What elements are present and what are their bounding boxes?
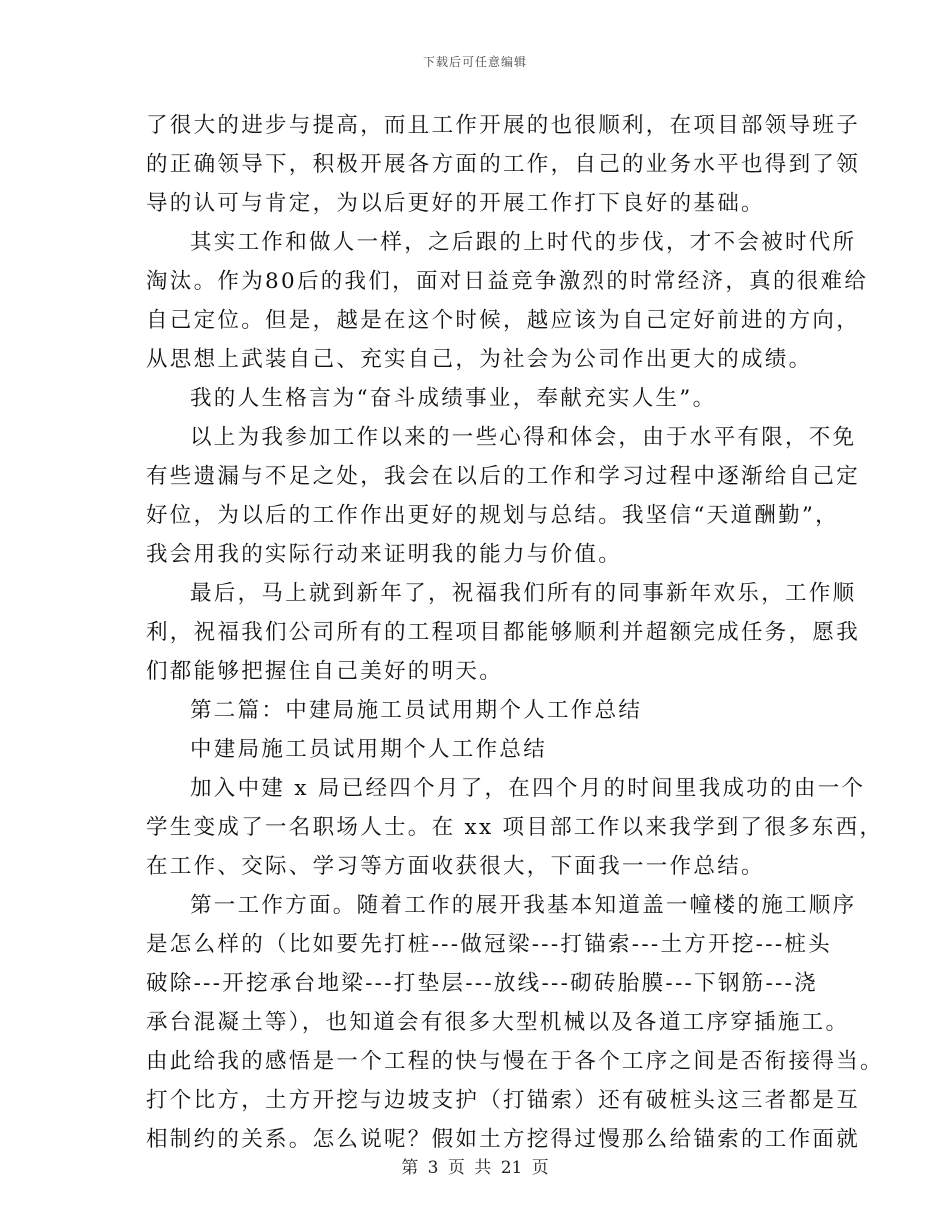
text-line: 我会用我的实际行动来证明我的能力与价值。 [146,542,623,567]
text-line: 了很大的进步与提高，而且工作开展的也很顺利，在项目部领导班子 [146,113,861,138]
text-line: 有些遗漏与不足之处，我会在以后的工作和学习过程中逐渐给自己定 [146,464,861,489]
text-line: 相制约的关系。怎么说呢？假如土方挖得过慢那么给锚索的工作面就 [146,1127,861,1152]
text-line: 是怎么样的（比如要先打桩---做冠梁---打锚索---土方开挖---桩头 [146,932,832,957]
text-line: 在工作、交际、学习等方面收获很大，下面我一一作总结。 [146,854,765,879]
text-line: 学生变成了一名职场人士。在 xx 项目部工作以来我学到了很多东西， [146,815,884,840]
text-line: 从思想上武装自己、充实自己，为社会为公司作出更大的成绩。 [146,347,813,372]
text-line: 利，祝福我们公司所有的工程项目都能够顺利并超额完成任务，愿我 [146,620,861,645]
text-line: 中建局施工员试用期个人工作总结 [190,737,548,762]
text-line: 好位，为以后的工作作出更好的规划与总结。我坚信“天道酬勤”， [146,503,839,528]
text-line: 加入中建 x 局已经四个月了，在四个月的时间里我成功的由一个 [190,776,866,801]
text-line: 淘汰。作为80后的我们，面对日益竞争激烈的时常经济，真的很难给 [146,269,869,294]
text-line: 我的人生格言为“奋斗成绩事业，奉献充实人生”。 [190,386,717,411]
text-line: 打个比方，土方开挖与边坡支护（打锚索）还有破桩头这三者都是互 [146,1088,861,1113]
text-line: 第二篇：中建局施工员试用期个人工作总结 [190,698,643,723]
text-line: 的正确领导下，积极开展各方面的工作，自己的业务水平也得到了领 [146,152,861,177]
text-line: 导的认可与肯定，为以后更好的开展工作打下良好的基础。 [146,191,765,216]
text-line: 其实工作和做人一样，之后跟的上时代的步伐，才不会被时代所 [190,230,857,255]
text-line: 承台混凝土等），也知道会有很多大型机械以及各道工序穿插施工。 [146,1010,850,1035]
text-line: 自己定位。但是，越是在这个时候，越应该为自己定好前进的方向， [146,308,861,333]
text-line: 由此给我的感悟是一个工程的快与慢在于各个工序之间是否衔接得当。 [146,1049,884,1074]
text-line: 们都能够把握住自己美好的明天。 [146,659,504,684]
page-header: 下载后可任意编辑 [422,55,527,69]
text-line: 第一工作方面。随着工作的展开我基本知道盖一幢楼的施工顺序 [190,893,857,918]
text-line: 最后，马上就到新年了，祝福我们所有的同事新年欢乐，工作顺 [190,581,857,606]
document-body [146,106,884,1159]
text-line: 以上为我参加工作以来的一些心得和体会，由于水平有限，不免 [190,425,857,450]
text-line: 破除---开挖承台地梁---打垫层---放线---砌砖胎膜---下钢筋---浇 [146,971,818,996]
page-footer: 第 3 页 共 21 页 [401,1158,549,1178]
